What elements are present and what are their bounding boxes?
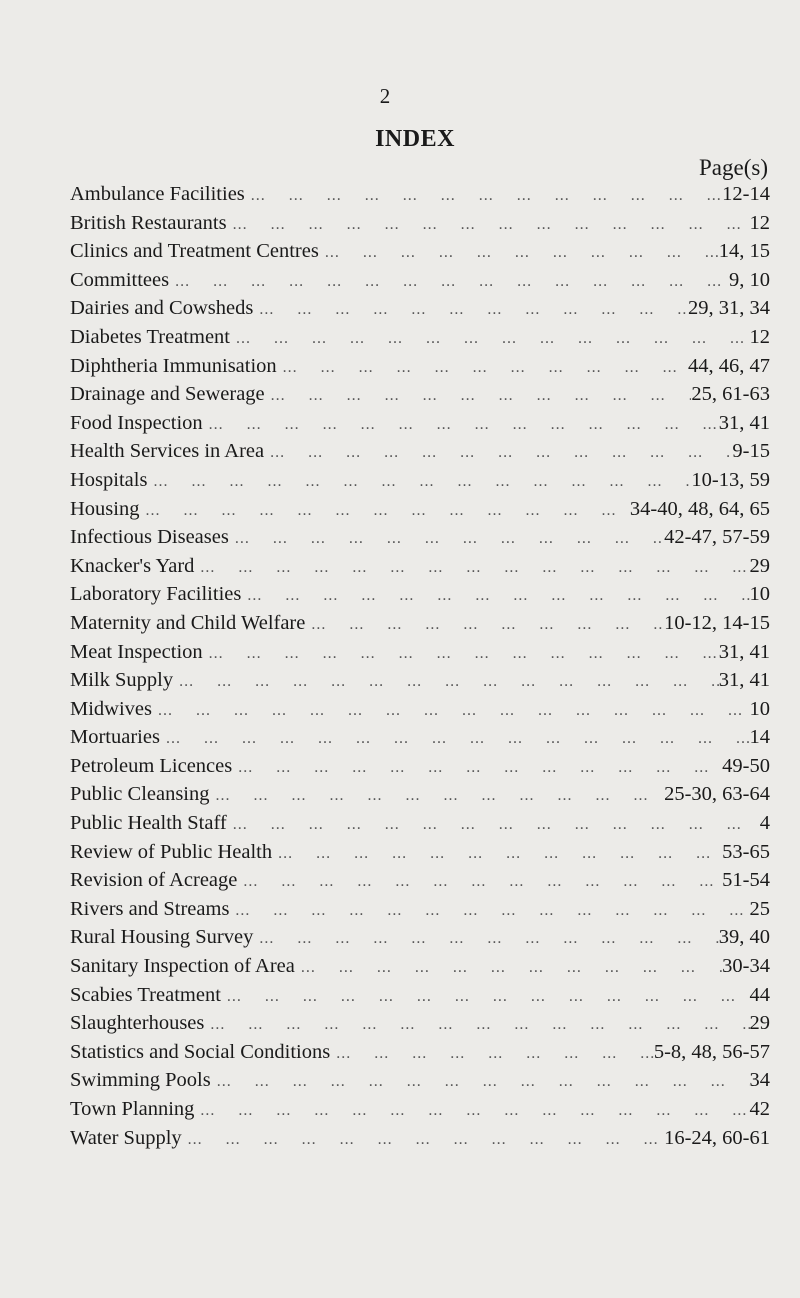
dot-leader bbox=[152, 697, 750, 726]
dot-leader bbox=[211, 1068, 750, 1097]
dot-leader bbox=[229, 525, 664, 554]
index-term: Sanitary Inspection of Area bbox=[70, 955, 295, 978]
index-entry bbox=[70, 866, 770, 895]
index-entry bbox=[70, 1038, 770, 1067]
index-term: Public Cleansing bbox=[70, 783, 210, 806]
dot-leader bbox=[227, 211, 750, 240]
index-entry bbox=[70, 638, 770, 667]
dot-leader bbox=[245, 182, 722, 211]
index-term: British Restaurants bbox=[70, 211, 227, 234]
index-term: Maternity and Child Welfare bbox=[70, 611, 306, 634]
dot-leader bbox=[264, 439, 732, 468]
index-entry bbox=[70, 266, 770, 295]
index-pages: 31, 41 bbox=[718, 669, 770, 692]
index-pages: 44, 46, 47 bbox=[688, 354, 770, 377]
index-term: Drainage and Sewerage bbox=[70, 383, 265, 406]
index-term: Rivers and Streams bbox=[70, 897, 230, 920]
dot-leader bbox=[253, 296, 688, 325]
dot-leader bbox=[147, 468, 691, 497]
index-entry bbox=[70, 923, 770, 952]
index-term: Infectious Diseases bbox=[70, 526, 229, 549]
index-pages: 12-14 bbox=[722, 183, 770, 205]
dot-leader bbox=[237, 868, 722, 897]
dot-leader bbox=[139, 497, 629, 526]
index-term: Statistics and Social Conditions bbox=[70, 1040, 331, 1063]
index-pages: 49-50 bbox=[722, 754, 770, 777]
index-entry bbox=[70, 209, 770, 238]
index-pages: 14, 15 bbox=[718, 240, 770, 263]
index-pages: 29 bbox=[749, 554, 770, 577]
index-pages: 9, 10 bbox=[729, 268, 770, 291]
index-pages: 42 bbox=[749, 1098, 770, 1120]
index-term: Laboratory Facilities bbox=[70, 583, 242, 606]
dot-leader bbox=[253, 925, 718, 954]
index-pages: 34-40, 48, 64, 65 bbox=[629, 497, 770, 520]
index-pages: 25-30, 63-64 bbox=[664, 783, 770, 806]
index-term: Knacker's Yard bbox=[70, 554, 195, 577]
index-pages: 39, 40 bbox=[718, 926, 770, 949]
index-entry bbox=[70, 352, 770, 381]
index-term: Slaughterhouses bbox=[70, 1012, 205, 1035]
index-term: Public Health Staff bbox=[70, 812, 227, 835]
index-entry bbox=[70, 580, 770, 609]
dot-leader bbox=[241, 582, 749, 611]
index-pages: 10-12, 14-15 bbox=[664, 611, 770, 634]
index-entry bbox=[70, 981, 770, 1010]
index-pages: 31, 41 bbox=[718, 411, 770, 434]
index-term: Diphtheria Immunisation bbox=[70, 354, 277, 377]
index-entry bbox=[70, 895, 770, 924]
index-pages: 42-47, 57-59 bbox=[664, 526, 770, 549]
dot-leader bbox=[277, 354, 688, 383]
dot-leader bbox=[203, 640, 719, 669]
index-entry bbox=[70, 695, 770, 724]
index-term: Midwives bbox=[70, 697, 152, 720]
index-entry bbox=[70, 780, 770, 809]
index-pages: 10 bbox=[749, 583, 770, 606]
index-entry bbox=[70, 952, 770, 981]
index-entry bbox=[70, 609, 770, 638]
index-pages: 14 bbox=[749, 726, 770, 749]
index-pages: 30-34 bbox=[722, 955, 770, 978]
page-number: 2 bbox=[379, 84, 391, 108]
index-term: Clinics and Treatment Centres bbox=[70, 240, 319, 263]
index-entry bbox=[70, 294, 770, 323]
index-pages: 34 bbox=[749, 1069, 770, 1092]
index-term: Water Supply bbox=[70, 1126, 182, 1149]
index-term: Rural Housing Survey bbox=[70, 926, 254, 949]
index-entry bbox=[70, 1009, 770, 1038]
dot-leader bbox=[230, 325, 750, 354]
dot-leader bbox=[203, 411, 719, 440]
index-term: Town Planning bbox=[70, 1098, 195, 1120]
index-term: Revision of Acreage bbox=[70, 869, 238, 892]
index-term: Health Services in Area bbox=[70, 440, 265, 463]
index-entry bbox=[70, 1066, 770, 1095]
dot-leader bbox=[295, 954, 722, 983]
dot-leader bbox=[272, 840, 722, 869]
index-term: Review of Public Health bbox=[70, 840, 273, 863]
index-pages: 12 bbox=[749, 211, 770, 234]
index-term: Milk Supply bbox=[70, 669, 174, 692]
index-pages: 10 bbox=[749, 697, 770, 720]
index-entry bbox=[70, 1095, 770, 1124]
index-entry bbox=[70, 380, 770, 409]
dot-leader bbox=[160, 725, 750, 754]
dot-leader bbox=[204, 1011, 749, 1040]
index-term: Committees bbox=[70, 268, 170, 291]
page-title: INDEX bbox=[375, 126, 455, 152]
dot-leader bbox=[169, 268, 729, 297]
index-pages: 4 bbox=[759, 812, 770, 835]
dot-leader bbox=[319, 239, 719, 268]
dot-leader bbox=[173, 668, 719, 697]
index-list bbox=[70, 180, 770, 1152]
index-pages: 53-65 bbox=[722, 840, 770, 863]
index-entry bbox=[70, 552, 770, 581]
index-pages: 16-24, 60-61 bbox=[664, 1126, 770, 1149]
dot-leader bbox=[210, 782, 665, 811]
pages-column-header: Page(s) bbox=[699, 155, 768, 180]
index-term: Dairies and Cowsheds bbox=[70, 297, 254, 320]
dot-leader bbox=[265, 382, 692, 411]
dot-leader bbox=[194, 554, 749, 583]
dot-leader bbox=[221, 983, 750, 1012]
index-pages: 29, 31, 34 bbox=[688, 297, 770, 320]
dot-leader bbox=[330, 1040, 654, 1069]
index-pages: 5-8, 48, 56-57 bbox=[653, 1040, 770, 1063]
index-term: Food Inspection bbox=[70, 411, 203, 434]
dot-leader bbox=[229, 897, 749, 926]
index-term: Meat Inspection bbox=[70, 640, 203, 663]
index-pages: 44 bbox=[749, 983, 770, 1006]
index-term: Ambulance Facilities bbox=[70, 183, 245, 205]
index-entry bbox=[70, 437, 770, 466]
index-pages: 31, 41 bbox=[718, 640, 770, 663]
index-entry bbox=[70, 409, 770, 438]
index-entry bbox=[70, 666, 770, 695]
index-entry bbox=[70, 237, 770, 266]
dot-leader bbox=[305, 611, 664, 640]
dot-leader bbox=[227, 811, 760, 840]
index-entry bbox=[70, 809, 770, 838]
index-term: Housing bbox=[70, 497, 140, 520]
dot-leader bbox=[194, 1097, 749, 1126]
index-entry bbox=[70, 1124, 770, 1153]
index-term: Scabies Treatment bbox=[70, 983, 221, 1006]
index-entry bbox=[70, 495, 770, 524]
index-entry bbox=[70, 723, 770, 752]
index-entry bbox=[70, 838, 770, 867]
index-pages: 51-54 bbox=[722, 869, 770, 892]
index-pages: 12 bbox=[749, 325, 770, 348]
index-term: Hospitals bbox=[70, 468, 148, 491]
dot-leader bbox=[232, 754, 722, 783]
index-pages: 25 bbox=[749, 897, 770, 920]
index-term: Petroleum Licences bbox=[70, 754, 233, 777]
index-entry bbox=[70, 180, 770, 209]
index-pages: 25, 61-63 bbox=[691, 383, 770, 406]
index-entry bbox=[70, 323, 770, 352]
index-pages: 9-15 bbox=[732, 440, 770, 463]
index-entry bbox=[70, 466, 770, 495]
index-pages: 10-13, 59 bbox=[691, 468, 770, 491]
index-entry bbox=[70, 523, 770, 552]
index-term: Mortuaries bbox=[70, 726, 160, 749]
index-pages: 29 bbox=[749, 1012, 770, 1035]
index-entry bbox=[70, 752, 770, 781]
index-term: Diabetes Treatment bbox=[70, 325, 230, 348]
index-term: Swimming Pools bbox=[70, 1069, 211, 1092]
dot-leader bbox=[182, 1126, 664, 1155]
